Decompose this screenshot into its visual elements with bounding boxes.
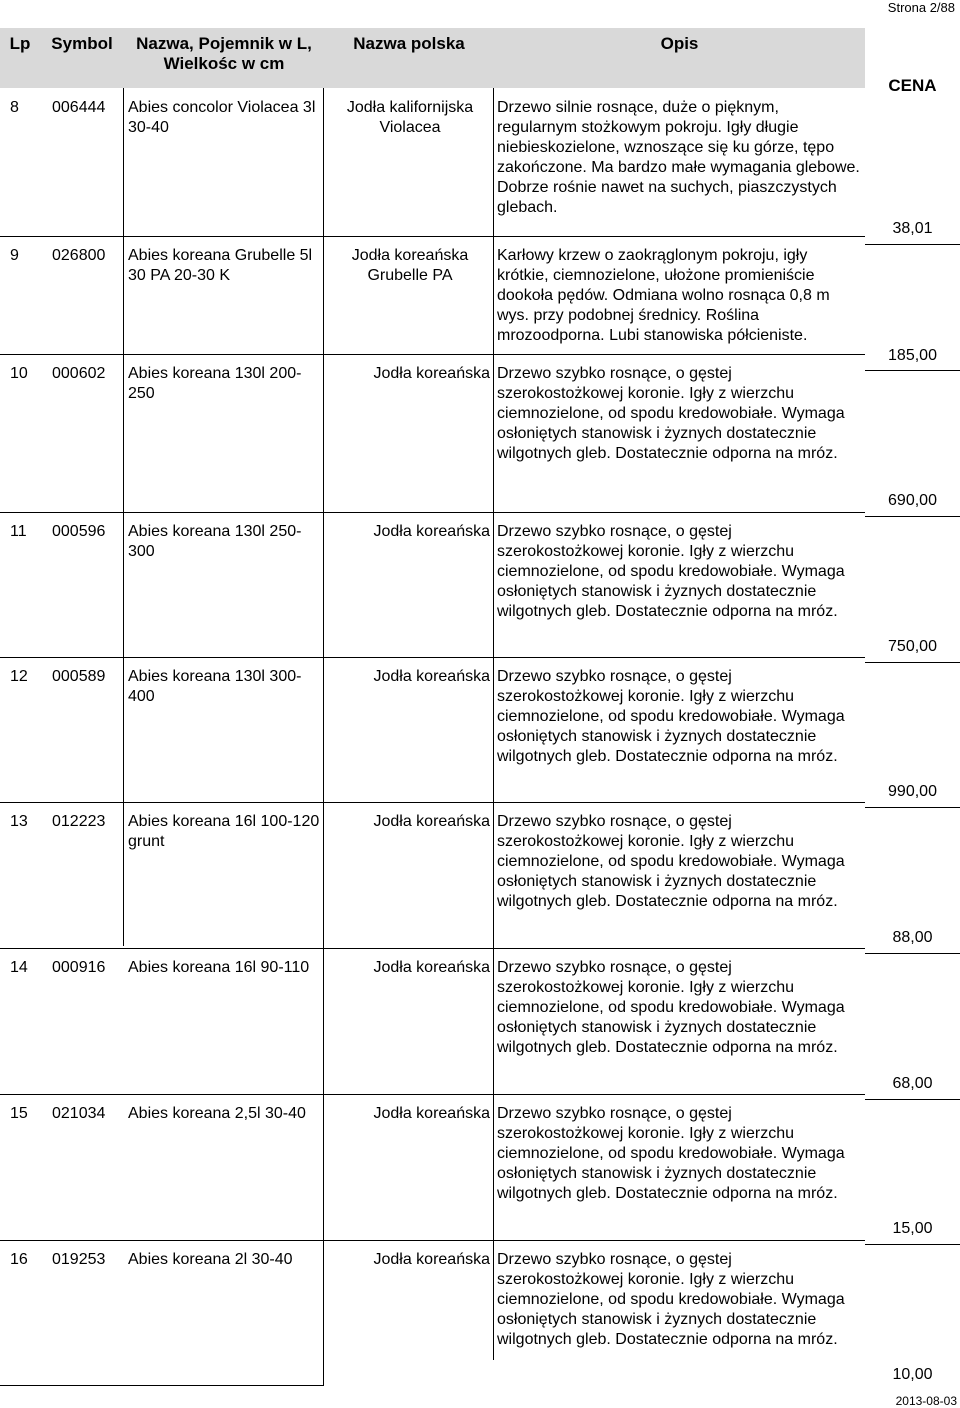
cell-nazwa-polska: Jodła koreańska xyxy=(373,668,490,685)
cell-opis: Drzewo szybko rosnące, o gęstej szerokostożkowej koronie. Igły z wierzchu ciemnozielone, od spodu kredowobiałe. Wymaga osłoniętych stanowisk i żyznych dostatecznie wilgotnych gleb. Dostatecznie odporna na mróz. xyxy=(497,813,845,910)
price-separator xyxy=(865,807,960,808)
cell-nazwa-polska: Jodła koreańska Grubelle PA xyxy=(351,247,469,284)
cell-symbol: 026800 xyxy=(52,247,106,264)
table-row xyxy=(0,657,865,802)
cell-opis: Drzewo szybko rosnące, o gęstej szerokostożkowej koronie. Igły z wierzchu ciemnozielone, od spodu kredowobiałe. Wymaga osłoniętych stanowisk i żyznych dostatecznie wilgotnych gleb. Dostatecznie odporna na mróz. xyxy=(497,523,845,620)
cell-nazwa-polska: Jodła koreańska xyxy=(373,365,490,382)
cell-nazwa: Abies koreana 16l 100-120 grunt xyxy=(128,813,320,850)
cell-symbol: 012223 xyxy=(52,813,106,830)
cell-nazwa: Abies koreana 2l 30-40 xyxy=(128,1251,293,1268)
cell-nazwa-polska: Jodła koreańska xyxy=(373,1105,490,1122)
cell-lp: 16 xyxy=(10,1251,28,1268)
header-nazwa-polska: Nazwa polska xyxy=(353,34,465,53)
cell-nazwa-polska: Jodła koreańska xyxy=(373,523,490,540)
cell-lp: 13 xyxy=(10,813,28,830)
cell-nazwa-polska: Jodła koreańska xyxy=(373,959,490,976)
cell-symbol: 021034 xyxy=(52,1105,106,1122)
cell-symbol: 000916 xyxy=(52,959,106,976)
price: 750,00 xyxy=(888,638,937,655)
cell-nazwa: Abies koreana 130l 250-300 xyxy=(128,523,302,560)
cell-symbol: 000602 xyxy=(52,365,106,382)
cell-lp: 10 xyxy=(10,365,28,382)
cell-nazwa: Abies koreana 2,5l 30-40 xyxy=(128,1105,306,1122)
cell-lp: 11 xyxy=(10,523,27,540)
table-row xyxy=(0,354,865,512)
price: 68,00 xyxy=(892,1075,933,1092)
cell-lp: 14 xyxy=(10,959,28,976)
table-row xyxy=(0,1240,865,1386)
price-separator xyxy=(865,516,960,517)
cell-opis: Karłowy krzew o zaokrąglonym pokroju, igły krótkie, ciemnozielone, ułożone promieniście dookoła pędów. Odmiana wolno rosnąca 0,8 m wys. przy podobnej średnicy. Roślina mrozoodporna. Lubi stanowiska półcieniste. xyxy=(497,247,830,344)
cell-nazwa: Abies koreana Grubelle 5l 30 PA 20-30 K xyxy=(128,247,313,284)
cell-lp: 15 xyxy=(10,1105,28,1122)
table-row xyxy=(0,1094,865,1240)
header-symbol: Symbol xyxy=(51,34,113,53)
price: 15,00 xyxy=(892,1220,933,1237)
table-header xyxy=(0,28,865,88)
price: 88,00 xyxy=(892,929,933,946)
page-number: Strona 2/88 xyxy=(887,0,955,15)
price-separator xyxy=(865,953,960,954)
cell-symbol: 006444 xyxy=(52,99,106,116)
price-separator xyxy=(865,244,960,245)
price-separator xyxy=(865,1244,960,1245)
cell-nazwa: Abies concolor Violacea 3l 30-40 xyxy=(128,99,316,136)
header-opis: Opis xyxy=(660,34,699,53)
cell-opis: Drzewo szybko rosnące, o gęstej szerokostożkowej koronie. Igły z wierzchu ciemnozielone, od spodu kredowobiałe. Wymaga osłoniętych stanowisk i żyznych dostatecznie wilgotnych gleb. Dostatecznie odporna na mróz. xyxy=(497,1105,845,1202)
cell-nazwa-polska: Jodła kalifornijska Violacea xyxy=(346,99,474,136)
cell-symbol: 019253 xyxy=(52,1251,106,1268)
table-row xyxy=(0,236,865,354)
price-separator xyxy=(865,1099,960,1100)
cell-nazwa: Abies koreana 130l 300-400 xyxy=(128,668,302,705)
cell-symbol: 000596 xyxy=(52,523,106,540)
header-lp: Lp xyxy=(9,34,31,53)
header-cena: CENA xyxy=(888,76,937,95)
cell-opis: Drzewo szybko rosnące, o gęstej szerokostożkowej koronie. Igły z wierzchu ciemnozielone, od spodu kredowobiałe. Wymaga osłoniętych stanowisk i żyznych dostatecznie wilgotnych gleb. Dostatecznie odporna na mróz. xyxy=(497,365,845,462)
table-row xyxy=(0,802,865,948)
cell-nazwa: Abies koreana 16l 90-110 xyxy=(128,959,310,976)
price: 38,01 xyxy=(892,220,933,237)
table-row xyxy=(0,512,865,657)
cell-nazwa-polska: Jodła koreańska xyxy=(373,813,490,830)
price-separator xyxy=(865,662,960,663)
price-separator xyxy=(865,370,960,371)
cell-nazwa-polska: Jodła koreańska xyxy=(373,1251,490,1268)
cell-opis: Drzewo szybko rosnące, o gęstej szerokostożkowej koronie. Igły z wierzchu ciemnozielone, od spodu kredowobiałe. Wymaga osłoniętych stanowisk i żyznych dostatecznie wilgotnych gleb. Dostatecznie odporna na mróz. xyxy=(497,959,845,1056)
table-row xyxy=(0,88,865,236)
cell-lp: 8 xyxy=(10,99,19,116)
table-row xyxy=(0,948,865,1094)
print-date: 2013-08-03 xyxy=(895,1394,957,1408)
cell-lp: 12 xyxy=(10,668,28,685)
cell-nazwa: Abies koreana 130l 200-250 xyxy=(128,365,302,402)
cell-symbol: 000589 xyxy=(52,668,106,685)
price: 185,00 xyxy=(888,347,937,364)
price: 10,00 xyxy=(892,1366,933,1383)
cell-opis: Drzewo silnie rosnące, duże o pięknym, regularnym stożkowym pokroju. Igły długie niebieskozielone, wznoszące się ku górze, tępo zakończone. Ma bardzo małe wymagania glebowe. Dobrze rośnie nawet na suchych, piaszczystych glebach. xyxy=(497,99,860,216)
cell-opis: Drzewo szybko rosnące, o gęstej szerokostożkowej koronie. Igły z wierzchu ciemnozielone, od spodu kredowobiałe. Wymaga osłoniętych stanowisk i żyznych dostatecznie wilgotnych gleb. Dostatecznie odporna na mróz. xyxy=(497,1251,845,1348)
header-nazwa: Nazwa, Pojemnik w L, Wielkośc w cm xyxy=(136,34,312,73)
price: 690,00 xyxy=(888,492,937,509)
price: 990,00 xyxy=(888,783,937,800)
cell-opis: Drzewo szybko rosnące, o gęstej szerokostożkowej koronie. Igły z wierzchu ciemnozielone, od spodu kredowobiałe. Wymaga osłoniętych stanowisk i żyznych dostatecznie wilgotnych gleb. Dostatecznie odporna na mróz. xyxy=(497,668,845,765)
cell-lp: 9 xyxy=(10,247,19,264)
